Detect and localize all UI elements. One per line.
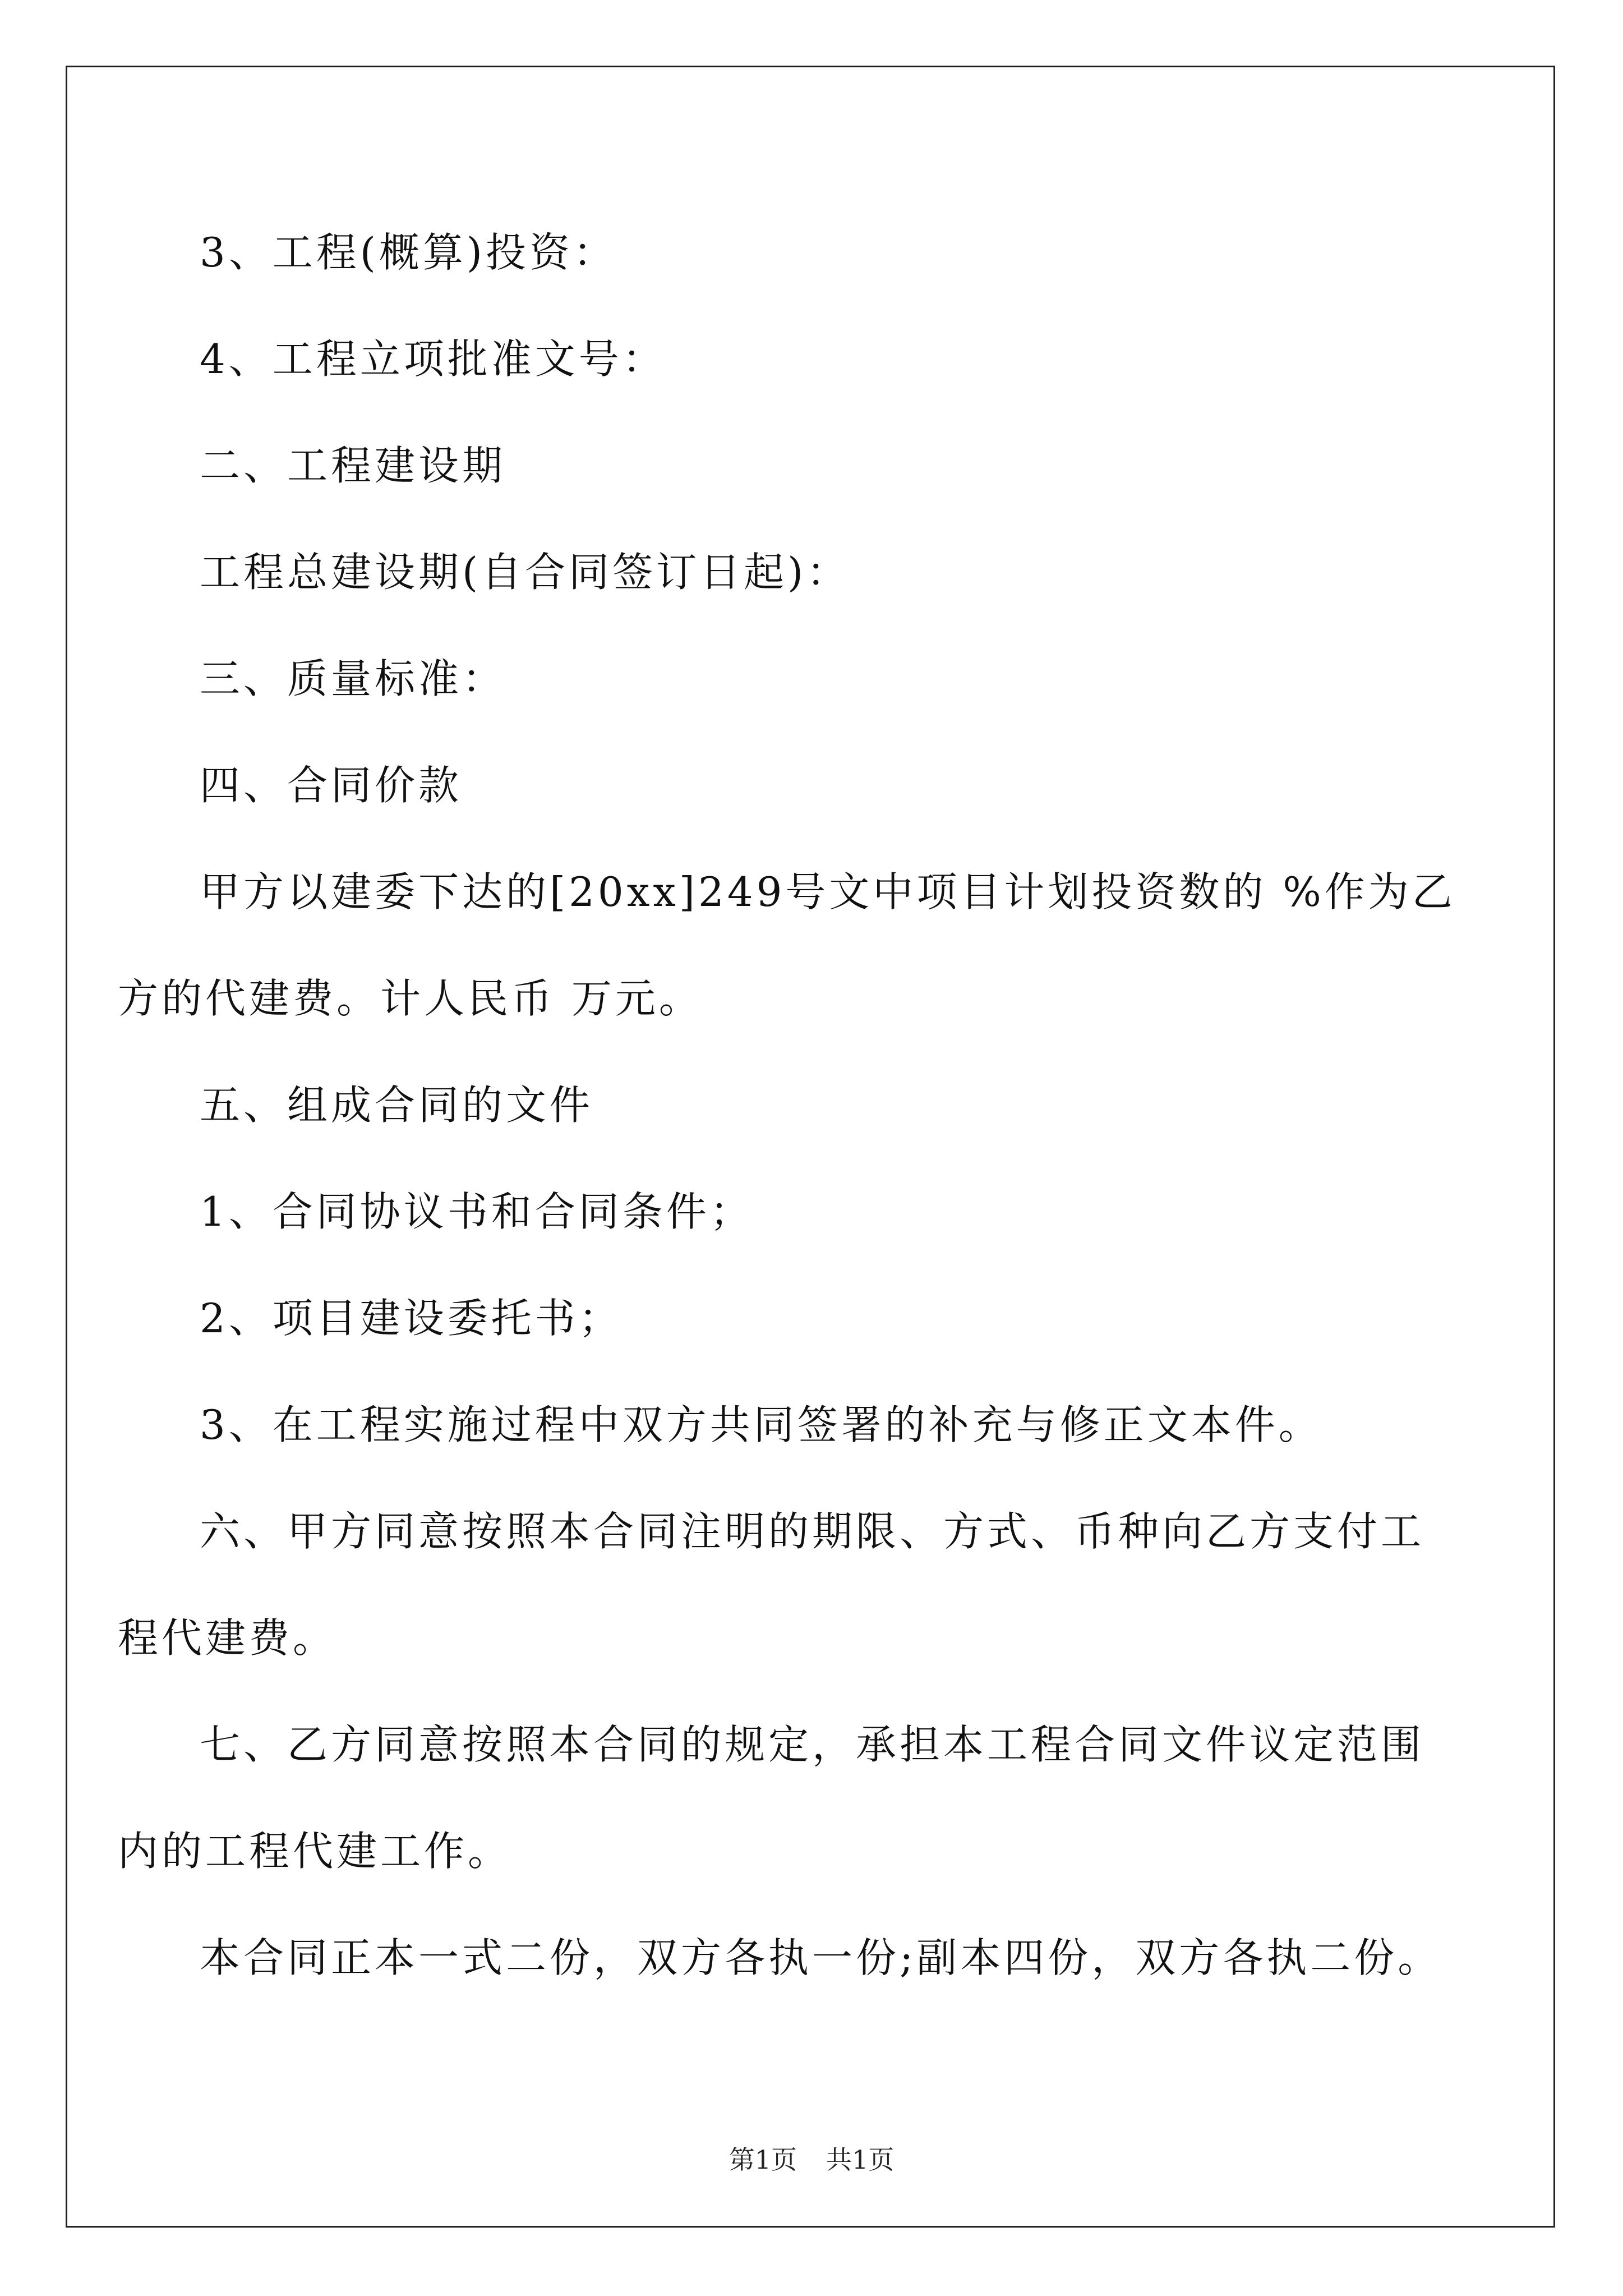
section-4-heading: 四、合同价款 [200, 762, 463, 809]
section-5-heading: 五、组成合同的文件 [200, 1082, 594, 1129]
section-7-paragraph: 七、乙方同意按照本合同的规定，承担本工程合同文件议定范围 [200, 1721, 1425, 1768]
paragraph-3-investment: 3、工程(概算)投资： [200, 229, 617, 276]
section-3-heading: 三、质量标准： [200, 655, 506, 702]
paragraph-construction-period: 工程总建设期(自合同签订日起)： [200, 549, 851, 596]
paragraph-contract-price: 甲方以建委下达的[20xx]249号文中项目计划投资数的 %作为乙 [200, 868, 1456, 915]
paragraph-copies: 本合同正本一式二份，双方各执一份;副本四份，双方各执二份。 [200, 1934, 1442, 1981]
page-total: 共1页 [826, 2145, 895, 2175]
page-footer [0, 2143, 1623, 2177]
section-6-paragraph: 六、甲方同意按照本合同注明的期限、方式、币种向乙方支付工 [200, 1508, 1425, 1555]
page-border [66, 66, 1555, 2228]
section-6-paragraph-cont: 程代建费。 [118, 1614, 337, 1662]
section-2-heading: 二、工程建设期 [200, 442, 506, 489]
section-7-paragraph-cont: 内的工程代建工作。 [118, 1828, 512, 1875]
list-item-2: 2、项目建设委托书； [200, 1295, 623, 1342]
list-item-3: 3、在工程实施过程中双方共同签署的补充与修正文本件。 [200, 1401, 1322, 1448]
paragraph-4-approval-number: 4、工程立项批准文号： [200, 335, 666, 383]
list-item-1: 1、合同协议书和合同条件； [200, 1188, 754, 1235]
page-number: 第1页 [728, 2145, 797, 2175]
paragraph-contract-price-cont: 方的代建费。计人民币 万元。 [118, 975, 703, 1022]
